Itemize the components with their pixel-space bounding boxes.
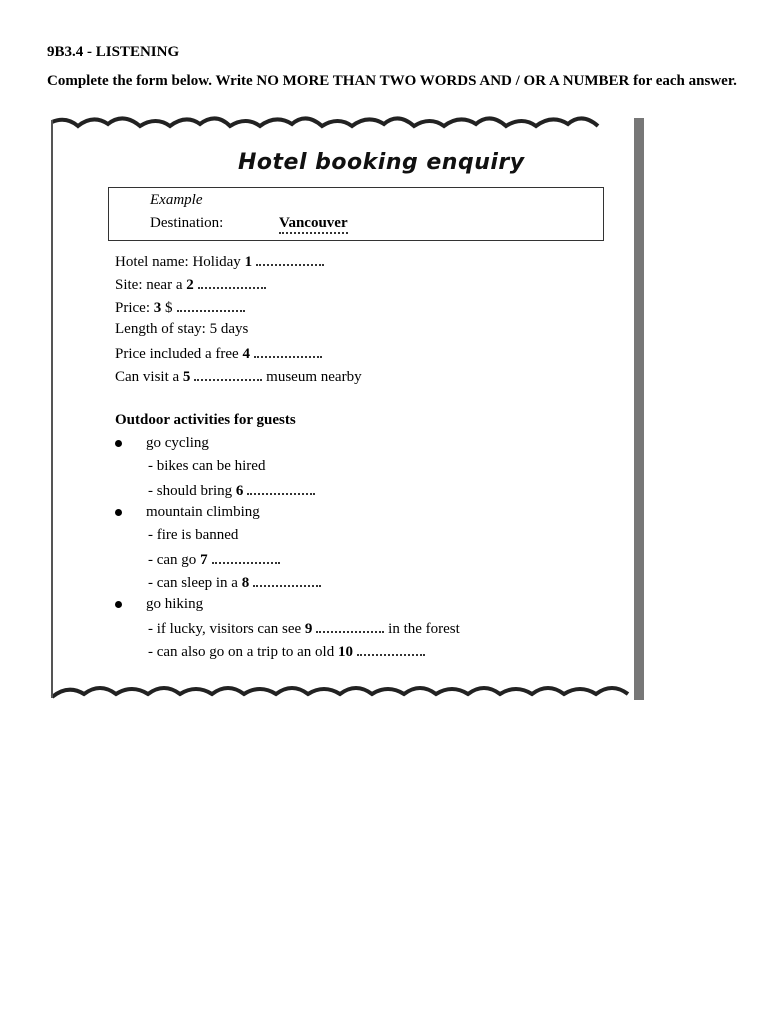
- cycling-item-1: - bikes can be hired: [148, 458, 266, 474]
- question-3: Price: 3 $: [115, 298, 245, 317]
- example-key: Destination:: [150, 215, 224, 231]
- answer-blank-7[interactable]: [212, 550, 280, 564]
- question-5: Can visit a 5 museum nearby: [115, 369, 362, 385]
- question-8: - can sleep in a 8: [148, 573, 321, 592]
- answer-blank-4[interactable]: [254, 344, 322, 358]
- page-heading: 9B3.4 - LISTENING: [47, 44, 180, 60]
- example-value: Vancouver: [279, 215, 348, 234]
- activity-cycling: go cycling: [115, 435, 209, 452]
- length-of-stay: Length of stay: 5 days: [115, 321, 249, 337]
- answer-blank-6[interactable]: [247, 481, 315, 495]
- answer-blank-1[interactable]: [256, 252, 324, 266]
- form-frame: [48, 112, 648, 704]
- question-10: - can also go on a trip to an old 10: [148, 642, 425, 661]
- answer-blank-5[interactable]: [194, 367, 262, 381]
- example-box: [108, 187, 604, 241]
- question-4: Price included a free 4: [115, 344, 322, 363]
- answer-blank-2[interactable]: [198, 275, 266, 289]
- form-title: Hotel booking enquiry: [238, 150, 525, 175]
- answer-blank-8[interactable]: [253, 573, 321, 587]
- answer-blank-9[interactable]: [316, 619, 384, 633]
- example-label: Example: [150, 192, 203, 208]
- section-title: Outdoor activities for guests: [115, 412, 296, 428]
- answer-blank-3[interactable]: [177, 298, 245, 312]
- answer-blank-10[interactable]: [357, 642, 425, 656]
- bullet-icon: [115, 440, 122, 447]
- question-6: - should bring 6: [148, 481, 315, 500]
- question-7: - can go 7: [148, 550, 280, 569]
- activity-hiking: go hiking: [115, 596, 203, 613]
- climbing-item-1: - fire is banned: [148, 527, 239, 543]
- question-1: Hotel name: Holiday 1: [115, 252, 324, 271]
- activity-climbing: mountain climbing: [115, 504, 260, 521]
- bullet-icon: [115, 601, 122, 608]
- bullet-icon: [115, 509, 122, 516]
- question-9: - if lucky, visitors can see 9 in the forest: [148, 621, 460, 637]
- question-2: Site: near a 2: [115, 275, 266, 294]
- instructions: Complete the form below. Write NO MORE THAN TWO WORDS AND / OR A NUMBER for each answer.: [47, 73, 737, 89]
